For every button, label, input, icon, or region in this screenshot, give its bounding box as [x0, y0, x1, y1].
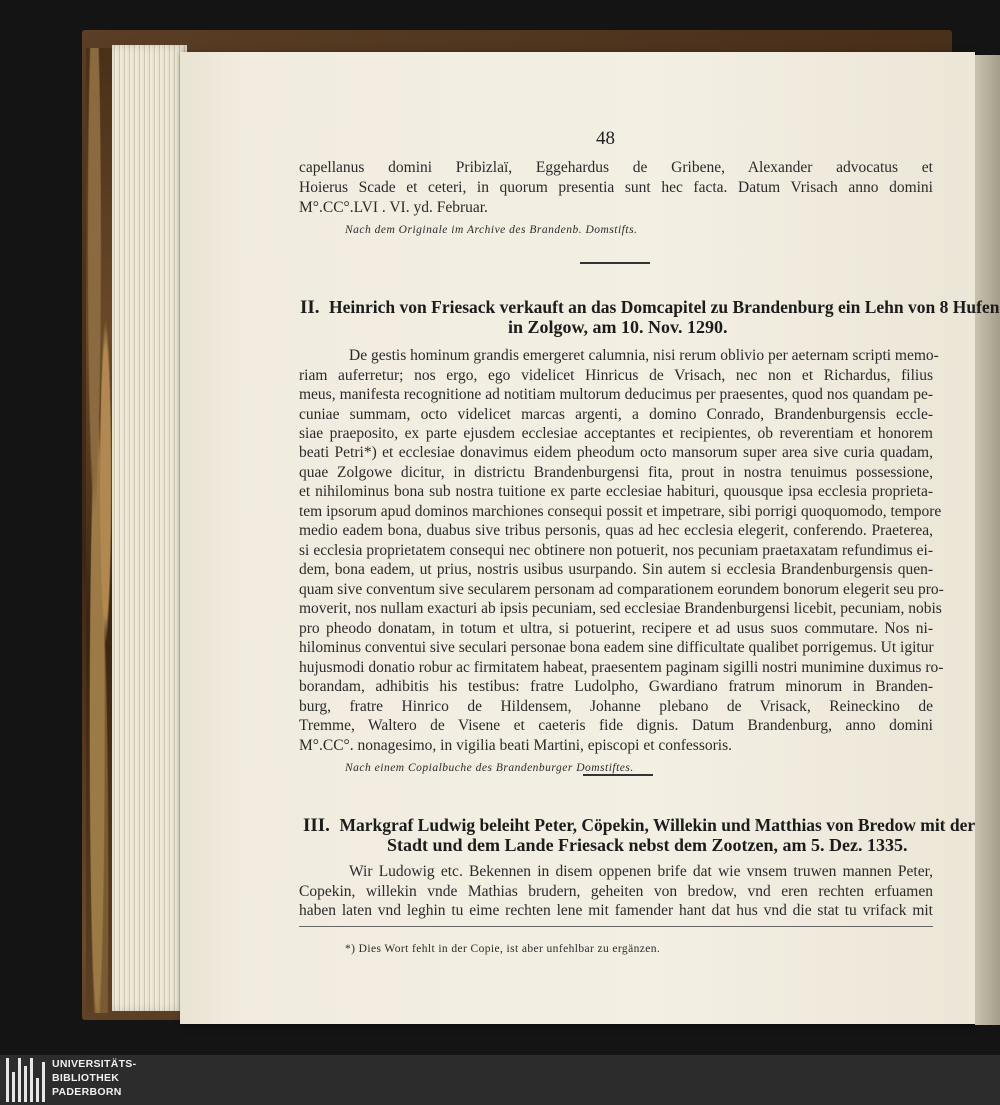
- library-name-line: UNIVERSITÄTS-: [52, 1058, 137, 1070]
- text-line: hujusmodi donatio robur ac firmitatem habeat, praesentem paginam sigilli nostri munimine duximus ro-: [299, 659, 944, 676]
- text-line: quae Zolgowe dicitur, in districtu Brandenburgensi fita, prout in nostra tenuimus possessione,: [299, 464, 933, 481]
- text-line: haben laten vnd leghin tu eime rechten lene mit famender hant dat hus vnd die stat tu vrifack mit: [299, 902, 933, 919]
- text-line: quam sive conventum sive secularem personam ad comparationem eorundem bonorum elegerit seu pro-: [299, 581, 944, 598]
- heading-line: Stadt und dem Lande Friesack nebst dem Zootzen, am 5. Dez. 1335.: [387, 835, 908, 855]
- page-edge: [975, 55, 1000, 1025]
- marbled-edge: [86, 48, 114, 1013]
- text-line: siae praeposito, ex parte ejusdem ecclesiae acceptantes et recipientes, ob reverentiam et honorem: [299, 425, 933, 442]
- text-line: meus, manifesta recognitione ad notitiam multorum deducimus per praesentes, quod nos quandam pe-: [299, 386, 933, 403]
- text-line: moverit, nos nullam exacturi ab ipsis pecuniam, sed ecclesiae Brandenburgensi licebit, pecuniam, nobis: [299, 600, 942, 617]
- text-line: M°.CC°. nonagesimo, in vigilia beati Martini, episcopi et confessoris.: [299, 737, 732, 754]
- text-line: si ecclesia proprietatem consequi nec obtinere non potuerit, nos pecuniam praetaxatam refundimus ei-: [299, 542, 933, 559]
- section-divider: [580, 262, 650, 264]
- text-line: medio eadem bona, duabus sive tribus personis, quas ad hec ecclesia elegerit, conferendo. Praeterea,: [299, 522, 933, 539]
- text-line: capellanus domini Pribizlaï, Eggehardus de Gribene, Alexander advocatus et: [299, 159, 933, 176]
- text-line: Hoierus Scade et ceteri, in quorum presentia sunt hec facta. Datum Vrisach anno domini: [299, 179, 933, 196]
- text-line: beati Petri*) et ecclesiae donavimus eidem pheodum octo mansorum super area sive curia quadam,: [299, 444, 933, 461]
- text-line: dem, bona eadem, ut prius, nostris usibus usurpando. Sin autem si ecclesia Brandenburgensis quen-: [299, 561, 933, 578]
- text-line: Wir Ludowig etc. Bekennen in disem oppenen brife dat wie vnsem truwen mannen Peter,: [349, 863, 933, 880]
- text-line: tem ipsorum apud dominos marchiones consequi possit et impetrare, sibi porrigi quoquomodo, tempore: [299, 503, 942, 520]
- text-line: burg, fratre Hinrico de Hildensem, Johanne plebano de Vrisack, Reineckino de: [299, 698, 933, 715]
- section-numeral: II.: [300, 297, 320, 318]
- library-logo-icon: [6, 1058, 46, 1102]
- footnote-rule: [299, 926, 933, 927]
- text-line: et nihilominus bona sub nostra tuitione ex parte ecclesiae habituri, quousque ipsa ecclesia proprieta-: [299, 483, 933, 500]
- text-line: M°.CC°.LVI . VI. yd. Februar.: [299, 199, 488, 216]
- library-name-line: PADERBORN: [52, 1086, 122, 1098]
- heading-line: Heinrich von Friesack verkauft an das Domcapitel zu Brandenburg ein Lehn von 8 Hufen: [329, 297, 1000, 317]
- page-stack: [112, 45, 187, 1011]
- footnote: *) Dies Wort fehlt in der Copie, ist aber unfehlbar zu ergänzen.: [345, 943, 661, 955]
- library-footer: [0, 1055, 1000, 1105]
- page-number: 48: [596, 128, 615, 149]
- text-line: cuniae summam, octo videlicet marcas argenti, a domino Conrado, Brandenburgensis eccle-: [299, 406, 933, 423]
- text-line: riam auferretur; nos ergo, ego videlicet Hinricus de Vrisach, nec non et Richardus, filius: [299, 367, 933, 384]
- section-heading: [300, 297, 999, 319]
- section-divider: [583, 774, 653, 776]
- heading-line: Markgraf Ludwig beleiht Peter, Cöpekin, Willekin und Matthias von Bredow mit der: [339, 815, 976, 835]
- text-line: Copekin, willekin vnde Mathias brudern, geheiten von bredow, vnd eren rechten erfuamen: [299, 883, 933, 900]
- source-note: Nach dem Originale im Archive des Brandenb. Domstifts.: [345, 224, 638, 236]
- heading-line: in Zolgow, am 10. Nov. 1290.: [508, 317, 728, 337]
- library-name-line: BIBLIOTHEK: [52, 1072, 120, 1084]
- source-note: Nach einem Copialbuche des Brandenburger Domstiftes.: [345, 762, 634, 774]
- text-line: pro pheodo donatam, in totum et ultra, si potuerint, recipere et ad usus suos commutare. Nos ni-: [299, 620, 933, 637]
- text-line: borandam, adhibitis his testibus: fratre Ludolpho, Gwardiano fratrum minorum in Branden-: [299, 678, 933, 695]
- text-line: Tremme, Waltero de Visene et caeteris fide dignis. Datum Brandenburg, anno domini: [299, 717, 933, 734]
- text-line: hilominus conventui sive seculari personae bona eadem sine difficultate qualibet porrigemus. Ut igitur: [299, 639, 934, 656]
- text-line: De gestis hominum grandis emergeret calumnia, nisi rerum oblivio per aeternam scripti memo-: [349, 347, 939, 364]
- section-numeral: III.: [303, 815, 330, 836]
- section-heading: [303, 815, 975, 837]
